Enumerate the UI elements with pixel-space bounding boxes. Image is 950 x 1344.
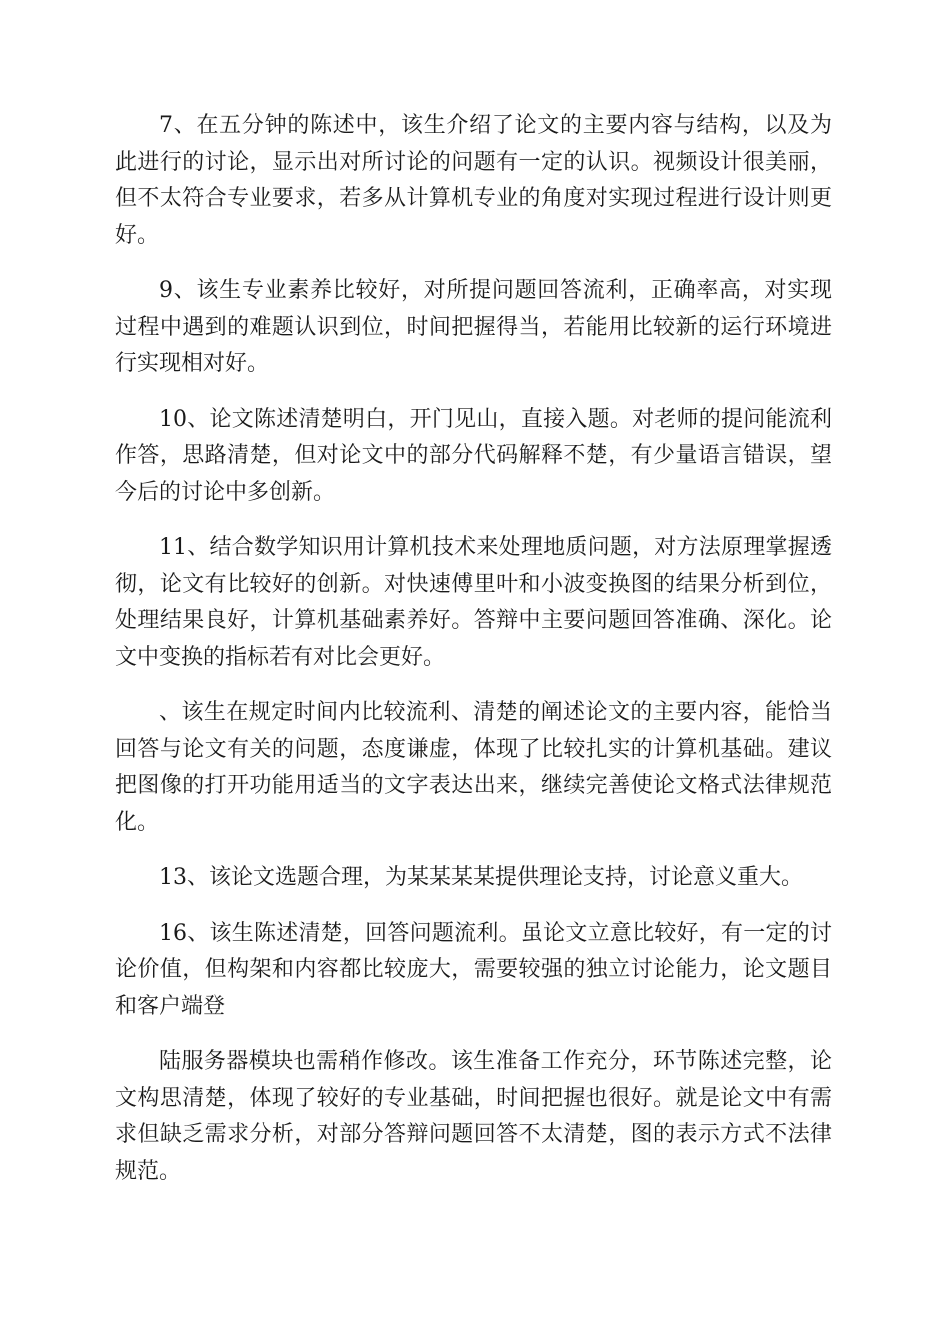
- paragraph-16: 16、该生陈述清楚，回答问题流利。虽论文立意比较好，有一定的讨论价值，但构架和内容都比较庞大，需要较强的独立讨论能力，论文题目和客户端登: [115, 920, 832, 1019]
- paragraph-7: 7、在五分钟的陈述中，该生介绍了论文的主要内容与结构，以及为此进行的讨论，显示出对所讨论的问题有一定的认识。视频设计很美丽，但不太符合专业要求，若多从计算机专业的角度对实现过程进行设计则更好。: [115, 113, 832, 248]
- paragraph-11: 11、结合数学知识用计算机技术来处理地质问题，对方法原理掌握透彻，论文有比较好的创新。对快速傅里叶和小波变换图的结果分析到位，处理结果良好，计算机基础素养好。答辩中主要问题回答准确、深化。论文中变换的指标若有对比会更好。: [115, 535, 832, 670]
- paragraph-9: 9、该生专业素养比较好，对所提问题回答流利，正确率高，对实现过程中遇到的难题认识到位，时间把握得当，若能用比较新的运行环境进行实现相对好。: [115, 278, 832, 376]
- paragraph-continued: 陆服务器模块也需稍作修改。该生准备工作充分，环节陈述完整，论文构思清楚，体现了较好的专业基础，时间把握也很好。就是论文中有需求但缺乏需求分析，对部分答辩问题回答不太清楚，图的表示方式不法律规范。: [115, 1049, 832, 1184]
- paragraph-13: 13、该论文选题合理，为某某某某提供理论支持，讨论意义重大。: [159, 865, 803, 890]
- paragraph-10: 10、论文陈述清楚明白，开门见山，直接入题。对老师的提问能流利作答，思路清楚，但对论文中的部分代码解释不楚，有少量语言错误，望今后的讨论中多创新。: [115, 406, 832, 505]
- paragraph-12: 、该生在规定时间内比较流利、清楚的阐述论文的主要内容，能恰当回答与论文有关的问题，态度谦虚，体现了比较扎实的计算机基础。建议把图像的打开功能用适当的文字表达出来，继续完善使论文格式法律规范化。: [115, 700, 832, 835]
